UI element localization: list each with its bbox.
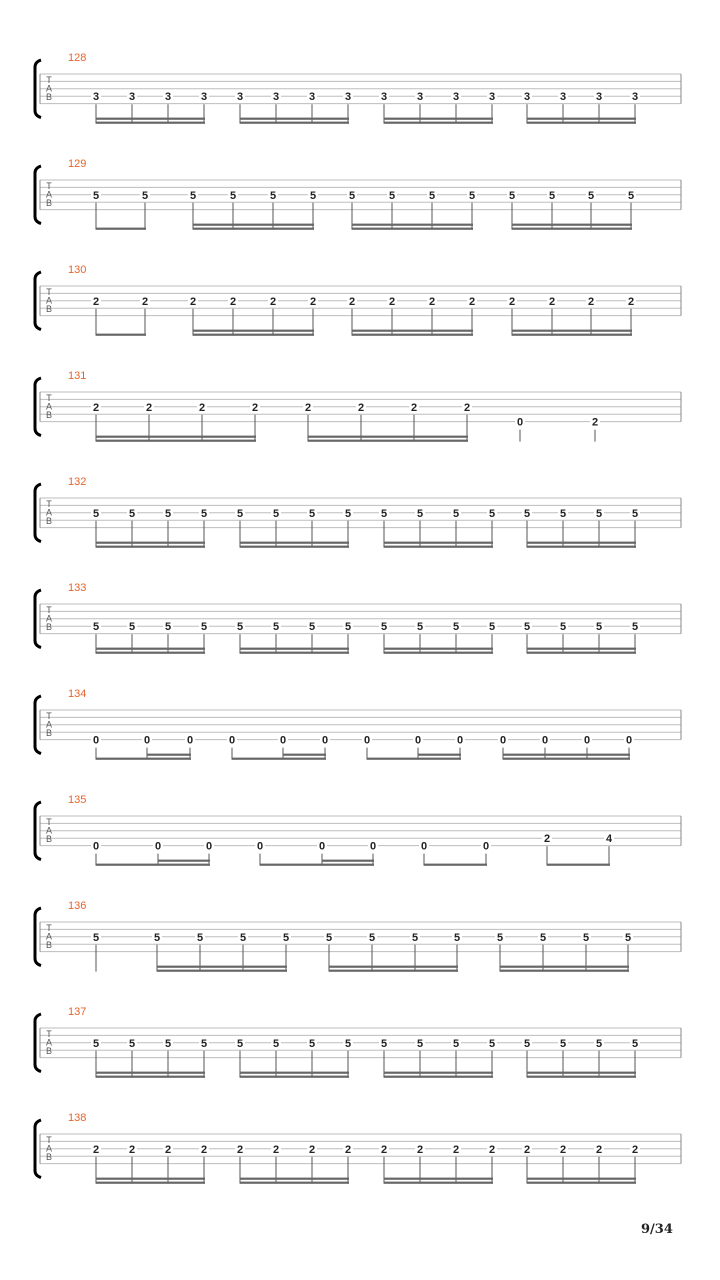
beam [232,758,326,760]
fret-number: 5 [189,189,197,202]
beam [527,118,636,120]
tab-system [35,794,681,866]
beam [193,228,314,230]
beam [384,648,493,650]
fret-number: 0 [369,840,377,853]
beam [96,228,146,230]
fret-number: 5 [416,621,424,634]
fret-number: 5 [624,931,632,944]
beam [308,440,468,442]
beam [352,334,473,336]
fret-number: 0 [541,734,549,747]
fret-number: 3 [200,91,208,104]
fret-number: 3 [128,91,136,104]
beam [260,864,374,866]
tab-system [35,158,681,230]
beam [240,1076,349,1078]
tab-letter: B [45,516,53,526]
beam [384,1072,493,1074]
fret-number: 2 [348,295,356,308]
beam [527,1182,636,1184]
beam [512,228,632,230]
beam [384,122,493,124]
fret-number: 2 [559,1143,567,1156]
fret-number: 0 [92,734,100,747]
fret-number: 5 [559,1037,567,1050]
fret-number: 5 [309,189,317,202]
beam [527,1178,636,1180]
measure-number: 128 [68,52,87,64]
beam [547,864,610,866]
fret-number: 5 [631,507,639,520]
fret-number: 0 [154,840,162,853]
fret-number: 2 [200,1143,208,1156]
beam [322,860,374,862]
tab-letter: T [46,393,52,403]
fret-number: 2 [92,401,100,414]
fret-number: 5 [141,189,149,202]
fret-number: 5 [164,507,172,520]
fret-number: 2 [548,295,556,308]
fret-number: 5 [325,931,333,944]
fret-number: 5 [272,621,280,634]
fret-number: 2 [468,295,476,308]
fret-number: 5 [236,507,244,520]
fret-number: 0 [363,734,371,747]
fret-number: 0 [321,734,329,747]
fret-number: 0 [92,840,100,853]
fret-number: 5 [548,189,556,202]
tab-letter: T [46,181,52,191]
beam [96,1072,205,1074]
tab-letter: T [46,287,52,297]
tab-letter: A [45,825,53,836]
fret-number: 2 [587,295,595,308]
fret-number: 5 [452,507,460,520]
tab-letter: B [45,728,53,738]
fret-number: 0 [318,840,326,853]
measure-number: 134 [68,688,87,700]
fret-number: 5 [368,931,376,944]
fret-number: 2 [145,401,153,414]
fret-number: 5 [344,621,352,634]
fret-number: 5 [308,1037,316,1050]
fret-number: 0 [516,416,524,429]
beam [283,754,326,756]
beam [329,966,458,968]
fret-number: 3 [308,91,316,104]
fret-number: 2 [380,1143,388,1156]
beam [193,334,314,336]
fret-number: 3 [344,91,352,104]
beam [157,970,287,972]
tab-letter: T [46,817,52,827]
measure-number: 132 [68,476,87,488]
fret-number: 2 [251,401,259,414]
fret-number: 5 [631,1037,639,1050]
beam [240,1178,349,1180]
beam [240,1072,349,1074]
fret-number: 5 [416,507,424,520]
fret-number: 0 [456,734,464,747]
beam [157,966,287,968]
beam [96,440,256,442]
tab-letter: B [45,940,53,950]
fret-number: 0 [414,734,422,747]
beam [352,224,473,226]
tab-system [35,264,681,336]
tab-letter: B [45,304,53,314]
fret-number: 2 [189,295,197,308]
tab-letter: B [45,92,53,102]
fret-number: 2 [164,1143,172,1156]
fret-number: 3 [272,91,280,104]
beam [512,334,632,336]
fret-number: 5 [164,621,172,634]
fret-number: 5 [523,621,531,634]
fret-number: 2 [416,1143,424,1156]
page-number: 9/34 [641,1222,673,1237]
fret-number: 2 [229,295,237,308]
fret-number: 5 [92,1037,100,1050]
fret-number: 5 [200,1037,208,1050]
fret-number: 5 [539,931,547,944]
fret-number: 5 [523,507,531,520]
fret-number: 5 [92,507,100,520]
tab-letter: A [45,1143,53,1154]
beam [193,330,314,332]
beam [527,542,636,544]
fret-number: 5 [380,1037,388,1050]
beam [527,1076,636,1078]
beam [352,330,473,332]
fret-number: 2 [595,1143,603,1156]
fret-number: 5 [559,507,567,520]
fret-number: 5 [348,189,356,202]
beam [503,754,630,756]
beam [240,648,349,650]
beam [240,1182,349,1184]
fret-number: 5 [488,1037,496,1050]
fret-number: 2 [463,401,471,414]
beam [424,864,487,866]
fret-number: 2 [92,1143,100,1156]
fret-number: 5 [595,1037,603,1050]
tab-letter: A [45,719,53,730]
beam [418,754,461,756]
beam [96,122,205,124]
measure-number: 136 [68,900,87,912]
fret-number: 5 [344,1037,352,1050]
fret-number: 5 [92,931,100,944]
fret-number: 2 [508,295,516,308]
fret-number: 2 [308,1143,316,1156]
beam [147,754,191,756]
beam [512,224,632,226]
fret-number: 5 [272,1037,280,1050]
fret-number: 5 [595,621,603,634]
measure-number: 135 [68,794,87,806]
fret-number: 5 [308,621,316,634]
beam [193,224,314,226]
beam [96,1178,205,1180]
beam [527,546,636,548]
fret-number: 3 [452,91,460,104]
fret-number: 5 [128,621,136,634]
fret-number: 5 [508,189,516,202]
tab-letter: A [45,931,53,942]
fret-number: 0 [625,734,633,747]
fret-number: 5 [236,1037,244,1050]
fret-number: 5 [128,1037,136,1050]
fret-number: 0 [143,734,151,747]
beam [527,648,636,650]
fret-number: 2 [198,401,206,414]
fret-number: 4 [605,833,613,846]
beam [96,864,210,866]
beam [240,546,349,548]
tab-system [35,688,681,760]
tab-letter: B [45,198,53,208]
beam [158,860,210,862]
fret-number: 5 [452,621,460,634]
beam [308,436,468,438]
tab-system [35,582,681,654]
beam [384,1178,493,1180]
fret-number: 3 [488,91,496,104]
beam [96,334,146,336]
fret-number: 5 [153,931,161,944]
fret-number: 5 [488,621,496,634]
beam [240,652,349,654]
fret-number: 2 [543,833,551,846]
fret-number: 5 [344,507,352,520]
fret-number: 2 [141,295,149,308]
fret-number: 3 [236,91,244,104]
measure-number: 130 [68,264,87,276]
tab-letter: B [45,622,53,632]
tab-letter: T [46,499,52,509]
tab-letter: T [46,923,52,933]
fret-number: 2 [92,295,100,308]
fret-number: 2 [428,295,436,308]
fret-number: 3 [595,91,603,104]
tab-letter: A [45,1037,53,1048]
measure-number: 131 [68,370,87,382]
tab-letter: A [45,401,53,412]
fret-number: 5 [236,621,244,634]
tab-letter: B [45,1046,53,1056]
fret-number: 2 [488,1143,496,1156]
fret-number: 5 [308,507,316,520]
fret-number: 5 [488,507,496,520]
fret-number: 2 [410,401,418,414]
measure-number: 129 [68,158,87,170]
fret-number: 5 [452,1037,460,1050]
fret-number: 5 [468,189,476,202]
fret-number: 0 [482,840,490,853]
beam [240,118,349,120]
fret-number: 5 [627,189,635,202]
fret-number: 5 [559,621,567,634]
fret-number: 5 [196,931,204,944]
beam [527,122,636,124]
fret-number: 2 [388,295,396,308]
tab-system [35,1112,681,1184]
fret-number: 2 [452,1143,460,1156]
fret-number: 0 [205,840,213,853]
fret-number: 5 [200,507,208,520]
fret-number: 5 [523,1037,531,1050]
fret-number: 5 [416,1037,424,1050]
tab-letter: A [45,295,53,306]
fret-number: 5 [239,931,247,944]
fret-number: 2 [272,1143,280,1156]
fret-number: 2 [627,295,635,308]
beam [500,966,629,968]
fret-number: 2 [523,1143,531,1156]
fret-number: 0 [279,734,287,747]
beam [503,758,630,760]
fret-number: 3 [380,91,388,104]
tab-system [35,1006,681,1078]
fret-number: 0 [420,840,428,853]
measure-number: 133 [68,582,87,594]
fret-number: 5 [380,507,388,520]
beam [384,652,493,654]
tab-letter: B [45,410,53,420]
fret-number: 5 [388,189,396,202]
fret-number: 0 [256,840,264,853]
fret-number: 2 [344,1143,352,1156]
beam [512,330,632,332]
beam [384,1182,493,1184]
fret-number: 5 [496,931,504,944]
fret-number: 0 [186,734,194,747]
tab-letter: A [45,189,53,200]
beam [96,546,205,548]
tab-letter: A [45,507,53,518]
tab-letter: T [46,75,52,85]
fret-number: 5 [595,507,603,520]
fret-number: 5 [631,621,639,634]
beam [96,758,191,760]
fret-number: 3 [559,91,567,104]
beam [96,542,205,544]
fret-number: 2 [269,295,277,308]
fret-number: 3 [631,91,639,104]
fret-number: 5 [92,189,100,202]
beam [240,542,349,544]
tab-letter: A [45,613,53,624]
fret-number: 0 [583,734,591,747]
fret-number: 2 [631,1143,639,1156]
beam [96,118,205,120]
tab-system [35,476,681,548]
beam [384,542,493,544]
fret-number: 5 [428,189,436,202]
fret-number: 5 [269,189,277,202]
fret-number: 0 [228,734,236,747]
beam [384,1076,493,1078]
fret-number: 2 [357,401,365,414]
fret-number: 2 [591,416,599,429]
measure-number: 137 [68,1006,87,1018]
beam [527,1072,636,1074]
tab-letter: T [46,1029,52,1039]
tab-system [35,900,681,972]
fret-number: 5 [200,621,208,634]
fret-number: 3 [523,91,531,104]
fret-number: 5 [582,931,590,944]
beam [240,122,349,124]
beam [500,970,629,972]
tab-letter: B [45,1152,53,1162]
tab-letter: T [46,711,52,721]
beam [96,1182,205,1184]
fret-number: 5 [411,931,419,944]
fret-number: 3 [416,91,424,104]
fret-number: 2 [128,1143,136,1156]
tab-letter: T [46,1135,52,1145]
tab-system [35,370,681,442]
beam [329,970,458,972]
beam [352,228,473,230]
fret-number: 5 [272,507,280,520]
fret-number: 5 [380,621,388,634]
measure-number: 138 [68,1112,87,1124]
beam [384,118,493,120]
fret-number: 5 [282,931,290,944]
fret-number: 2 [304,401,312,414]
fret-number: 5 [453,931,461,944]
fret-number: 5 [128,507,136,520]
fret-number: 5 [164,1037,172,1050]
tab-letter: A [45,83,53,94]
beam [96,436,256,438]
beam [367,758,461,760]
tab-letter: B [45,834,53,844]
beam [96,648,205,650]
fret-number: 5 [229,189,237,202]
fret-number: 2 [309,295,317,308]
beam [384,546,493,548]
tab-letter: T [46,605,52,615]
beam [96,652,205,654]
beam [96,1076,205,1078]
fret-number: 0 [499,734,507,747]
fret-number: 3 [92,91,100,104]
fret-number: 3 [164,91,172,104]
beam [527,652,636,654]
fret-number: 5 [587,189,595,202]
fret-number: 5 [92,621,100,634]
fret-number: 2 [236,1143,244,1156]
tab-system [35,52,681,124]
